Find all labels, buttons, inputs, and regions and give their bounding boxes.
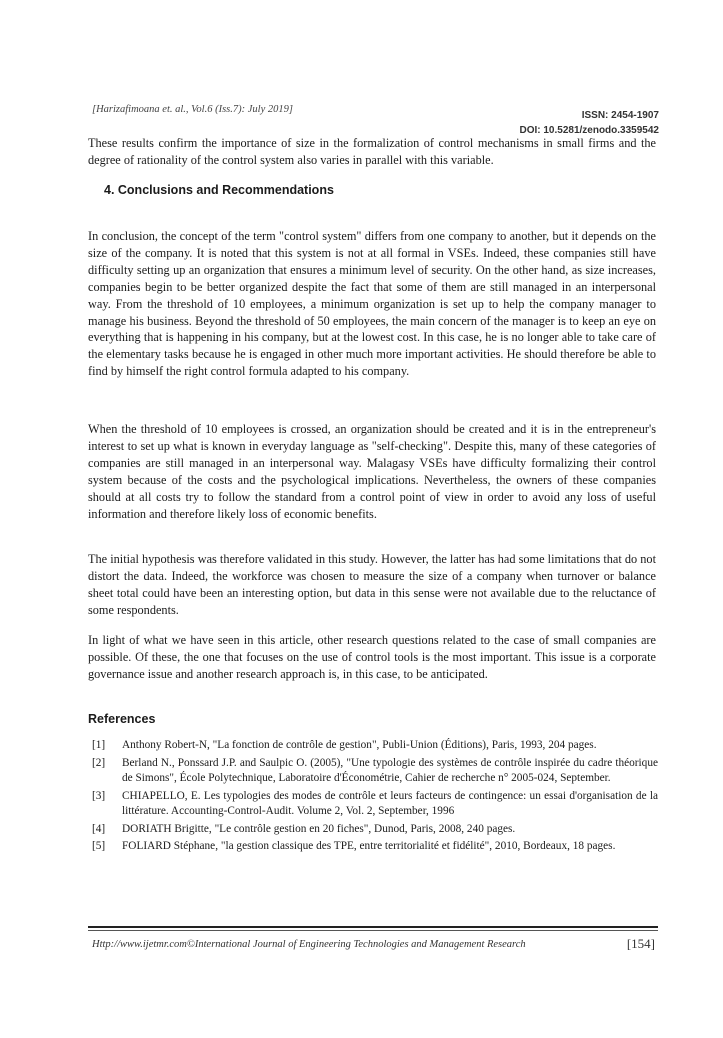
footer-rule xyxy=(88,926,658,928)
header-doi: DOI: 10.5281/zenodo.3359542 xyxy=(519,125,659,136)
reference-number: [2] xyxy=(92,756,106,769)
reference-item xyxy=(92,822,658,838)
paragraph-future-research: In light of what we have seen in this article, other research questions related to the case of small companies are possible. Of these, the one that focuses on the use of control tools is the most important. This issue is a corporate governance issue and another research approach is, in this case, to be anticipated. xyxy=(88,633,656,681)
reference-text: CHIAPELLO, E. Les typologies des modes de contrôle et leurs facteurs de contingence: un essai d'organisation de la littérature. Accounting-Control-Audit. Volume 2, Vol. 2, September, 1996 xyxy=(122,789,658,817)
section-heading: 4. Conclusions and Recommendations xyxy=(104,183,334,197)
reference-item xyxy=(92,789,658,820)
reference-item xyxy=(92,839,658,855)
footer-rule-thin xyxy=(88,930,658,931)
page-number: [154] xyxy=(626,936,655,951)
reference-number: [1] xyxy=(92,739,106,751)
paragraph-threshold: When the threshold of 10 employees is crossed, an organization should be created and it is in the entrepreneur's interest to set up what is known in everyday language as "self-checking". Despite this, many of these categories of companies are still managed in an interpersonal way. Malagasy VSEs have difficulty formalizing their control system because of the costs and the psychological implications. Nevertheless, the owners of these companies should at all costs try to follow the standard from a control point of view in order to avoid any loss of useful information and therefore likely loss of economic benefits. xyxy=(88,422,656,521)
references-heading: References xyxy=(88,712,156,726)
footer-journal: Http://www.ijetmr.com©International Journal of Engineering Technologies and Management Research xyxy=(92,939,526,950)
paragraph-intro: These results confirm the importance of size in the formalization of control mechanisms in small firms and the degree of rationality of the control system also varies in parallel with this variable. xyxy=(88,136,656,167)
reference-number: [5] xyxy=(92,840,106,852)
reference-number: [3] xyxy=(92,789,106,802)
reference-text: Anthony Robert-N, "La fonction de contrôle de gestion", Publi-Union (Éditions), Paris, 1993, 204 pages. xyxy=(122,739,597,751)
reference-text: DORIATH Brigitte, "Le contrôle gestion en 20 fiches", Dunod, Paris, 2008, 240 pages. xyxy=(122,822,516,835)
header-identifiers xyxy=(519,108,659,138)
paragraph-conclusion: In conclusion, the concept of the term "control system" differs from one company to another, but it depends on the size of the company. It is noted that this system is not at all formal in VSEs. Indeed, these companies still have difficulty setting up an organization that ensures a minimum level of security. On the other hand, as size increases, companies begin to be better organized despite the fact that some of them are still managed in an interpersonal way. From the threshold of 10 employees, a minimum organization is set up to help the company manager to manage his business. Beyond the threshold of 50 employees, the main concern of the manager is to keep an eye on everything that is happening in his company, but at the lowest cost. In this case, he is no longer able to take care of the elementary tasks because he is engaged in other much more important activities. He should therefore be able to find by himself the right control formula adapted to his company. xyxy=(88,229,656,379)
reference-text: FOLIARD Stéphane, "la gestion classique des TPE, entre territorialité et fidélité", 2010, Bordeaux, 18 pages. xyxy=(122,840,616,852)
reference-text: Berland N., Ponssard J.P. and Saulpic O. (2005), "Une typologie des systèmes de contrôle inspirée du cadre théorique de Simons", École Polytechnique, Laboratoire d'Économétrie, Cahier de recherche n° 2005-024, September. xyxy=(122,756,658,784)
reference-item xyxy=(92,738,658,754)
references-list xyxy=(92,738,658,857)
paragraph-hypothesis: The initial hypothesis was therefore validated in this study. However, the latter has had some limitations that do not distort the data. Indeed, the workforce was chosen to measure the size of a company when turnover or balance sheet total could have been an interesting option, but data in this sense were not available due to the reluctance of some respondents. xyxy=(88,552,656,617)
header-issn: ISSN: 2454-1907 xyxy=(581,110,659,121)
reference-item xyxy=(92,756,658,787)
reference-number: [4] xyxy=(92,822,106,835)
header-citation: [Harizafimoana et. al., Vol.6 (Iss.7): July 2019] xyxy=(92,104,293,115)
